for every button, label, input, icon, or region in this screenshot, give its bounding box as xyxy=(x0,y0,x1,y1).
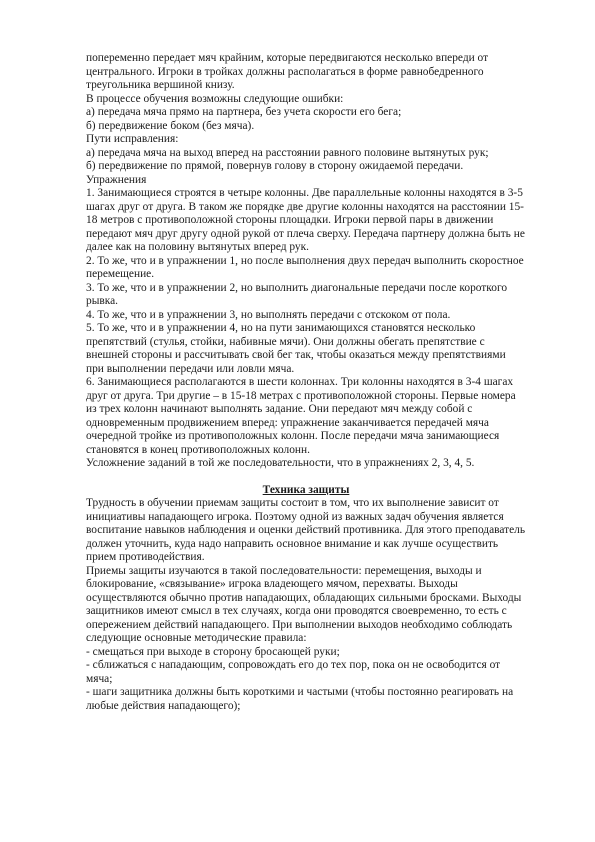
paragraph-fix-a: а) передача мяча на выход вперед на расстоянии равного половине вытянутых рук; xyxy=(86,146,489,159)
paragraph-exercise-1: 1. Занимающиеся строятся в четыре колонны. Две параллельные колонны находятся в 3-5 шагах друг от друга. В таком же порядке две другие колонны находятся на расстоянии 15-18 метров с противоположной стороны площадки. Игроки первой пары в движении передают мяч друг другу одной рукой от плеча сверху. Передача партнеру должна быть не далее как на половину вытянутых вперед рук. xyxy=(86,187,525,253)
paragraph-exercise-2: 2. То же, что и в упражнении 1, но после выполнения двух передач выполнить скоростное перемещение. xyxy=(86,254,524,280)
document-page xyxy=(86,52,526,713)
paragraph-rule-2: - сближаться с нападающим, сопровождать его до тех пор, пока он не освободится от мяча; xyxy=(86,659,501,685)
section-title: Техника защиты xyxy=(262,483,350,496)
paragraph-complication: Усложнение заданий в той же последовательности, что в упражнениях 2, 3, 4, 5. xyxy=(86,457,475,469)
paragraph-fixes-heading: Пути исправления: xyxy=(86,133,179,145)
paragraph-exercise-5: 5. То же, что и в упражнении 4, но на пути занимающихся становятся несколько препятствий (стулья, стойки, набивные мячи). Они должны обегать препятствие с внешней стороны и рассчитывать свой бег так, чтобы оказаться между препятствиями при выполнении передачи или ловли мяча. xyxy=(86,322,506,375)
paragraph-defense-intro: Трудность в обучении приемам защиты состоит в том, что их выполнение зависит от инициативы нападающего игрока. Поэтому одной из важных задач обучения является воспитание навыков наблюдения и оценки действий противника. Для этого преподаватель должен уточнить, куда надо направить основное внимание и как лучше осуществить прием противодействия. xyxy=(86,497,526,563)
paragraph-exercises-heading: Упражнения xyxy=(86,173,147,186)
paragraph-continuation: попеременно передает мяч крайним, которые передвигаются несколько впереди от центрального. Игроки в тройках должны располагаться в форме равнобедренного треугольника вершиной книзу. xyxy=(86,52,489,91)
paragraph-defense-sequence: Приемы защиты изучаются в такой последовательности: перемещения, выходы и блокирование, «связывание» игрока владеющего мячом, перехваты. Выходы осуществляются обычно против нападающих, обладающих сильными бросками. Выходы защитников имеют смысл в тех случаях, когда они проводятся своевременно, то есть с опережением действий нападающего. При выполнении выходов необходимо соблюдать следующие основные методические правила: xyxy=(86,564,522,644)
paragraph-rule-1: - смещаться при выходе в сторону бросающей руки; xyxy=(86,645,340,658)
paragraph-error-a: а) передача мяча прямо на партнера, без учета скорости его бега; xyxy=(86,106,402,118)
paragraph-exercise-6: 6. Занимающиеся располагаются в шести колоннах. Три колонны находятся в 3-4 шагах друг от друга. Три другие – в 15-18 метрах с противоположной стороны. Первые номера из трех колонн начинают выполнять задание. Они передают мяч между собой с одновременным продвижением вперед: упражнение заканчивается передачей мяча очередной тройке из противоположных колонн. После передачи мяча занимающиеся становятся в конец противоположных колонн. xyxy=(86,376,516,456)
paragraph-rule-3: - шаги защитника должны быть короткими и частыми (чтобы постоянно реагировать на любые действия нападающего); xyxy=(86,686,514,712)
paragraph-exercise-4: 4. То же, что и в упражнении 3, но выполнять передачи с отскоком от пола. xyxy=(86,308,451,321)
paragraph-exercise-3: 3. То же, что и в упражнении 2, но выполнить диагональные передачи после короткого рывка. xyxy=(86,281,508,307)
paragraph-error-b: б) передвижение боком (без мяча). xyxy=(86,119,255,132)
paragraph-errors-heading: В процессе обучения возможны следующие ошибки: xyxy=(86,92,344,105)
paragraph-fix-b: б) передвижение по прямой, повернув голову в сторону ожидаемой передачи. xyxy=(86,160,464,172)
